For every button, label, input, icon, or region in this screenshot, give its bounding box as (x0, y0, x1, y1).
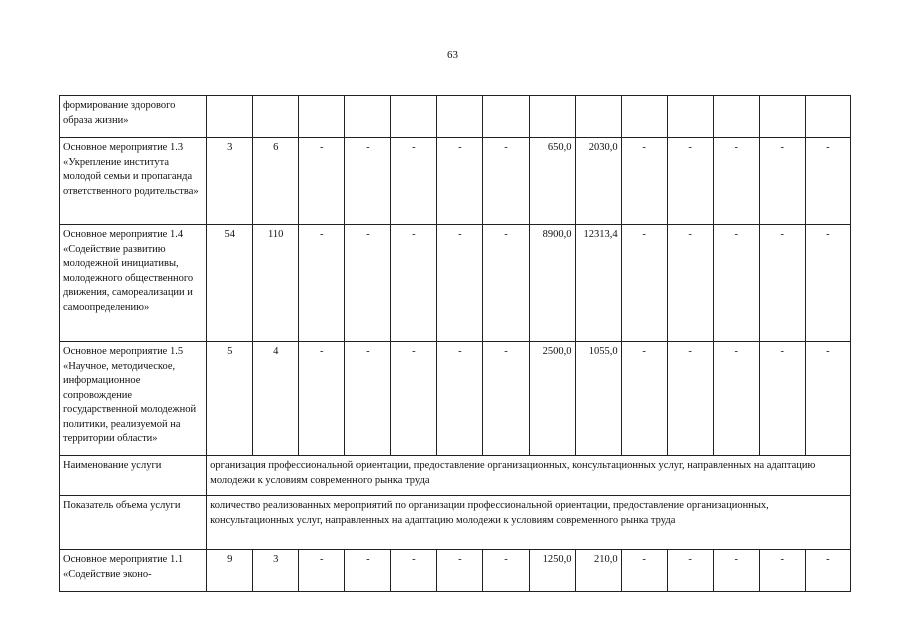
table-cell (575, 96, 621, 138)
table-cell: - (483, 550, 529, 592)
row-label: формирование здорового образа жизни» (60, 96, 207, 138)
table-row (60, 225, 851, 342)
table-cell: - (437, 225, 483, 342)
table-cell: - (713, 138, 759, 225)
table-cell: - (713, 225, 759, 342)
table-cell (759, 96, 805, 138)
table-cell: 9 (207, 550, 253, 592)
table-row (60, 96, 851, 138)
table-cell (253, 96, 299, 138)
row-label: Наименование услуги (60, 456, 207, 496)
table-cell: - (483, 138, 529, 225)
table-cell (299, 96, 345, 138)
table-cell: - (805, 138, 850, 225)
table-cell: - (805, 225, 850, 342)
table-row (60, 342, 851, 456)
table-cell (345, 96, 391, 138)
table-cell: 54 (207, 225, 253, 342)
table-cell: - (483, 225, 529, 342)
program-activities-table (59, 95, 851, 592)
table-cell (207, 96, 253, 138)
table-row (60, 456, 851, 496)
table-cell: - (759, 225, 805, 342)
table-row (60, 138, 851, 225)
table-cell: - (391, 225, 437, 342)
table-cell: 3 (207, 138, 253, 225)
table-cell: - (299, 342, 345, 456)
table-cell: - (759, 550, 805, 592)
table-cell: - (759, 138, 805, 225)
table-cell: - (437, 342, 483, 456)
table-cell: 650,0 (529, 138, 575, 225)
table-row (60, 550, 851, 592)
table-cell: - (621, 225, 667, 342)
row-label: Основное мероприятие 1.5 «Научное, методическое, информационное сопровождение государственной молодежной политики, реализуемой на территории области» (60, 342, 207, 456)
table-cell (621, 96, 667, 138)
table-cell: 3 (253, 550, 299, 592)
table-cell: - (805, 550, 850, 592)
table-cell: - (667, 550, 713, 592)
table-cell: - (621, 138, 667, 225)
table-cell: - (437, 138, 483, 225)
table-row (60, 496, 851, 550)
page-number: 63 (447, 49, 458, 61)
table-cell (713, 96, 759, 138)
table-cell: 1250,0 (529, 550, 575, 592)
table-cell: 2030,0 (575, 138, 621, 225)
table-cell: - (621, 342, 667, 456)
table-cell: 5 (207, 342, 253, 456)
row-label: Основное мероприятие 1.3 «Укрепление института молодой семьи и пропаганда ответственного родительства» (60, 138, 207, 225)
table-cell: - (667, 138, 713, 225)
table-cell: 2500,0 (529, 342, 575, 456)
table-cell: - (621, 550, 667, 592)
row-label: Основное мероприятие 1.4 «Содействие развитию молодежной инициативы, молодежного общественного движения, самореализации и самоопределению» (60, 225, 207, 342)
table-cell: - (391, 138, 437, 225)
table-cell: 110 (253, 225, 299, 342)
table-cell: - (667, 225, 713, 342)
table-cell: - (805, 342, 850, 456)
table-cell: - (345, 550, 391, 592)
table-cell: 210,0 (575, 550, 621, 592)
table-cell (529, 96, 575, 138)
table-cell (391, 96, 437, 138)
table-cell: - (345, 138, 391, 225)
table-cell: 6 (253, 138, 299, 225)
table-cell: - (345, 225, 391, 342)
table-cell: - (299, 225, 345, 342)
table-cell (437, 96, 483, 138)
table-cell (667, 96, 713, 138)
service-name-cell: организация профессиональной ориентации, предоставление организационных, консультационных услуг, направленных на адаптацию молодежи к условиям современного рынка труда (207, 456, 851, 496)
table-cell: - (391, 342, 437, 456)
table-cell: - (299, 138, 345, 225)
table-cell (483, 96, 529, 138)
service-volume-cell: количество реализованных мероприятий по организации профессиональной ориентации, предоставление организационных, консультационных услуг, направленных на адаптацию молодежи к условиям современного рынка труда (207, 496, 851, 550)
table-cell: - (667, 342, 713, 456)
table-cell (805, 96, 850, 138)
table-cell: - (713, 342, 759, 456)
table-cell: - (299, 550, 345, 592)
table-cell: 4 (253, 342, 299, 456)
table-cell: - (391, 550, 437, 592)
row-label: Основное мероприятие 1.1 «Содействие эконо- (60, 550, 207, 592)
table-cell: - (345, 342, 391, 456)
table-cell: - (759, 342, 805, 456)
table-cell: - (483, 342, 529, 456)
table-cell: 12313,4 (575, 225, 621, 342)
table-cell: 1055,0 (575, 342, 621, 456)
table-cell: - (713, 550, 759, 592)
table-cell: - (437, 550, 483, 592)
table-cell: 8900,0 (529, 225, 575, 342)
row-label: Показатель объема услуги (60, 496, 207, 550)
